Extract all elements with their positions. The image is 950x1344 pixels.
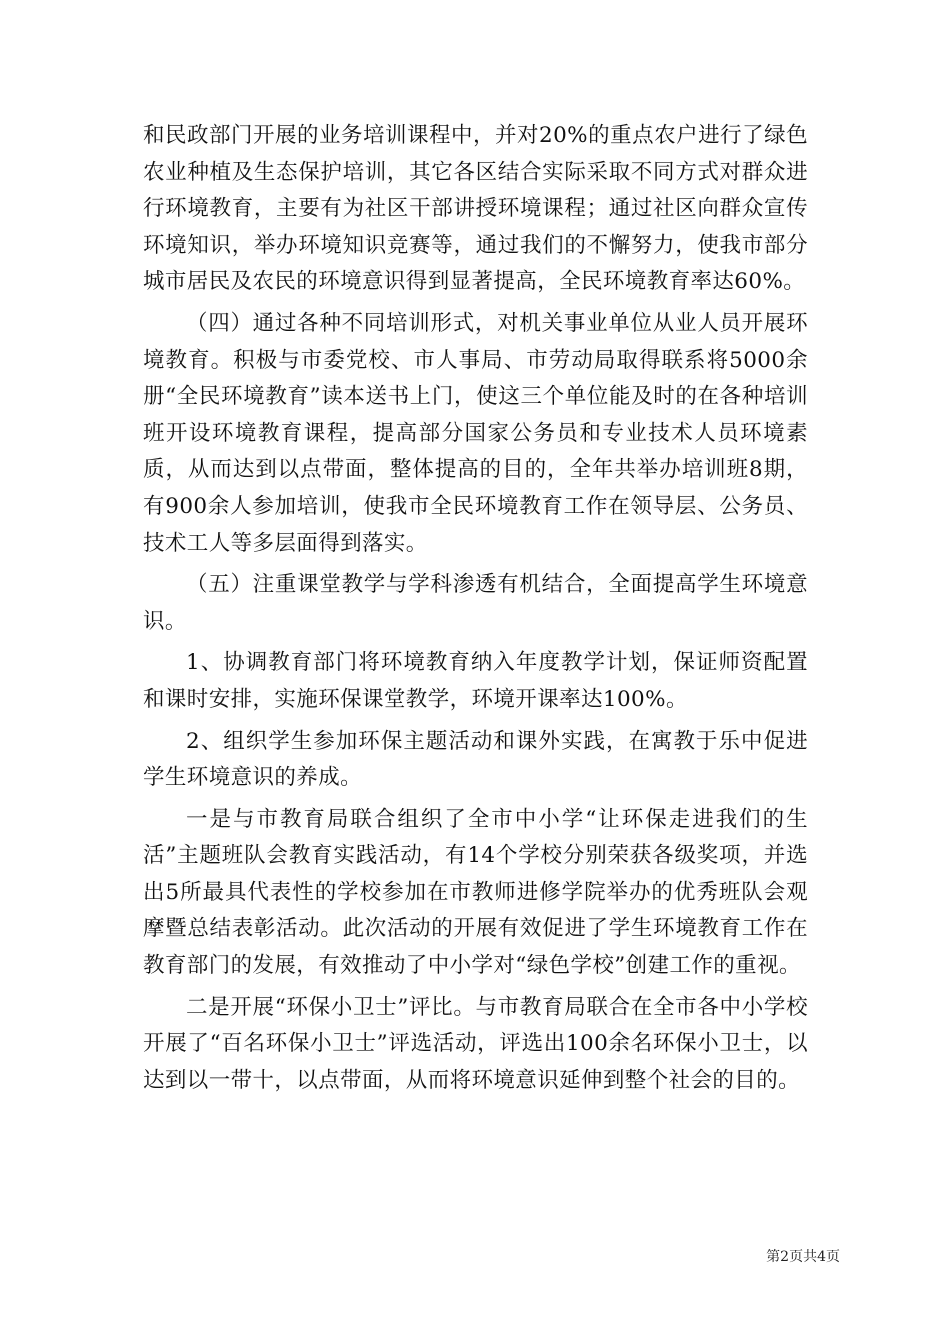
page-number-footer: 第2页共4页 (766, 1249, 840, 1265)
paragraph-item-two: 2、组织学生参加环保主题活动和课外实践，在寓教于乐中促进学生环境意识的养成。 (143, 728, 808, 791)
paragraph-continued: 和民政部门开展的业务培训课程中，并对20%的重点农户进行了绿色农业种植及生态保护培训，其它各区结合实际采取不同方式对群众进行环境教育，主要有为社区干部讲授环境课程；通过社区向群众宣传环境知识，举办环境知识竞赛等，通过我们的不懈努力，使我市部分城市居民及农民的环境意识得到显著提高，全民环境教育率达60%。 (143, 123, 808, 295)
paragraph-second-activity: 二是开展“环保小卫士”评比。与市教育局联合在全市各中小学校开展了“百名环保小卫士”评选活动，评选出100余名环保小卫士，以达到以一带十，以点带面，从而将环境意识延伸到整个社会的目的。 (143, 994, 808, 1093)
paragraph-first-activity: 一是与市教育局联合组织了全市中小学“让环保走进我们的生活”主题班队会教育实践活动，有14个学校分别荣获各级奖项，并选出5所最具代表性的学校参加在市教师进修学院举办的优秀班队会观摩暨总结表彰活动。此次活动的开展有效促进了学生环境教育工作在教育部门的发展，有效推动了中小学对“绿色学校”创建工作的重视。 (143, 806, 808, 979)
paragraph-item-one: 1、协调教育部门将环境教育纳入年度教学计划，保证师资配置和课时安排，实施环保课堂教学，环境开课率达100%。 (143, 650, 808, 712)
document-body (143, 118, 808, 1099)
paragraph-section-five: （五）注重课堂教学与学科渗透有机结合，全面提高学生环境意识。 (143, 572, 808, 634)
paragraph-section-four: （四）通过各种不同培训形式，对机关事业单位从业人员开展环境教育。积极与市委党校、市人事局、市劳动局取得联系将5000余册“全民环境教育”读本送书上门，使这三个单位能及时的在各种培训班开设环境教育课程，提高部分国家公务员和专业技术人员环境素质，从而达到以点带面，整体提高的目的，全年共举办培训班8期，有900余人参加培训，使我市全民环境教育工作在领导层、公务员、技术工人等多层面得到落实。 (143, 310, 808, 556)
